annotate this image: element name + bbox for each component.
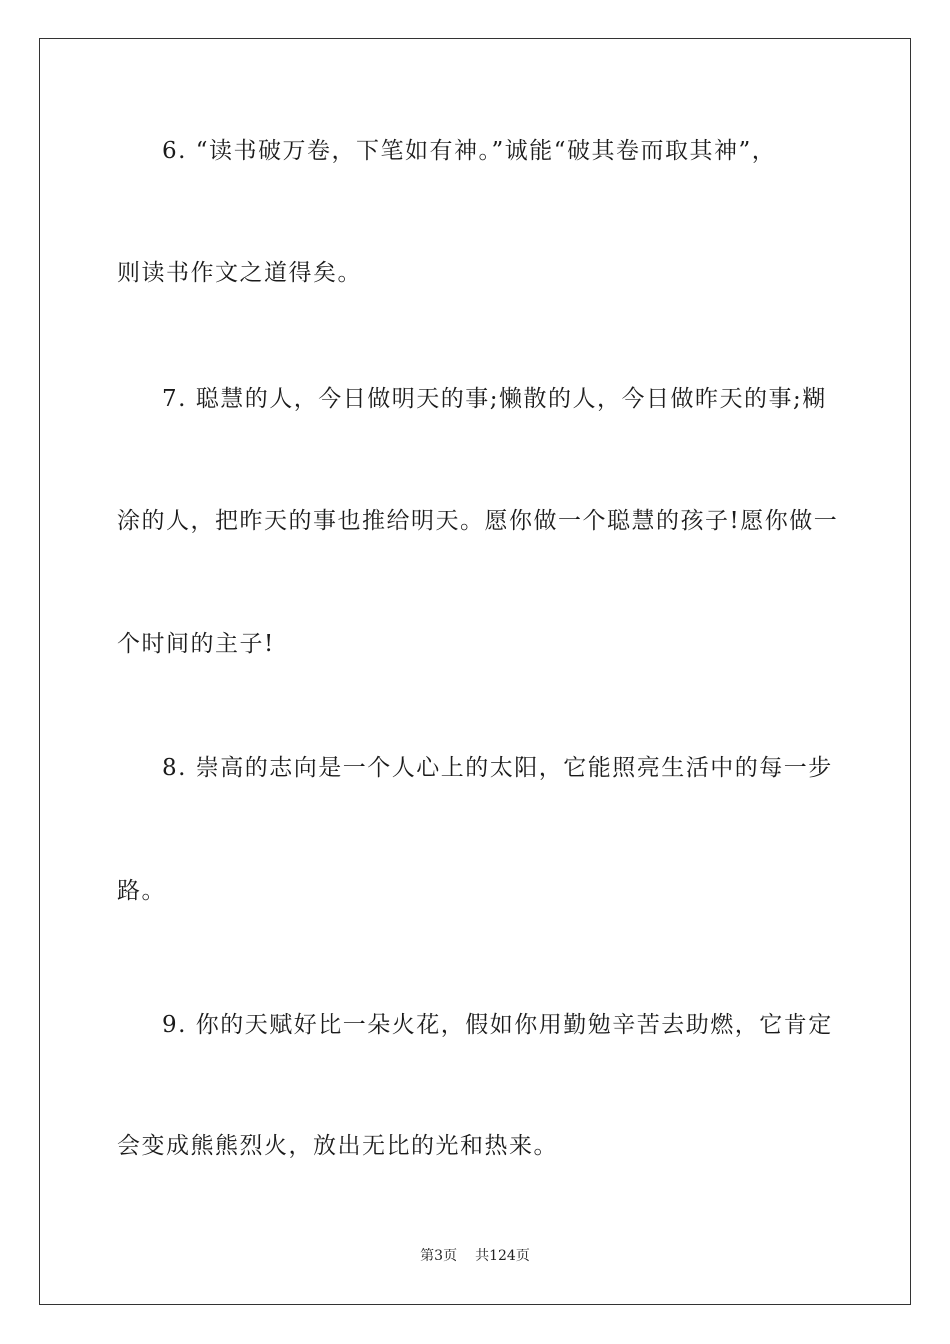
page-number: 第3页 [420,1248,458,1264]
page-footer [0,1247,950,1265]
paragraph-6-line-1: 6. “读书破万卷，下笔如有神。”诚能“破其卷而取其神”， [162,138,777,164]
paragraph-7-line-3: 个时间的主子! [117,631,275,657]
paragraph-7-line-1: 7. 聪慧的人，今日做明天的事;懒散的人，今日做昨天的事;糊 [162,386,827,412]
paragraph-8-line-1: 8. 崇高的志向是一个人心上的太阳，它能照亮生活中的每一步 [162,755,833,781]
page-frame [39,38,911,1305]
paragraph-9-line-1: 9. 你的天赋好比一朵火花，假如你用勤勉辛苦去助燃，它肯定 [162,1012,833,1038]
paragraph-9-line-2: 会变成熊熊烈火，放出无比的光和热来。 [117,1133,558,1159]
paragraph-8-line-2: 路。 [117,878,166,904]
paragraph-7-line-2: 涂的人，把昨天的事也推给明天。愿你做一个聪慧的孩子!愿你做一 [117,508,839,534]
page-total: 共124页 [475,1248,530,1264]
paragraph-6-line-2: 则读书作文之道得矣。 [117,260,362,286]
